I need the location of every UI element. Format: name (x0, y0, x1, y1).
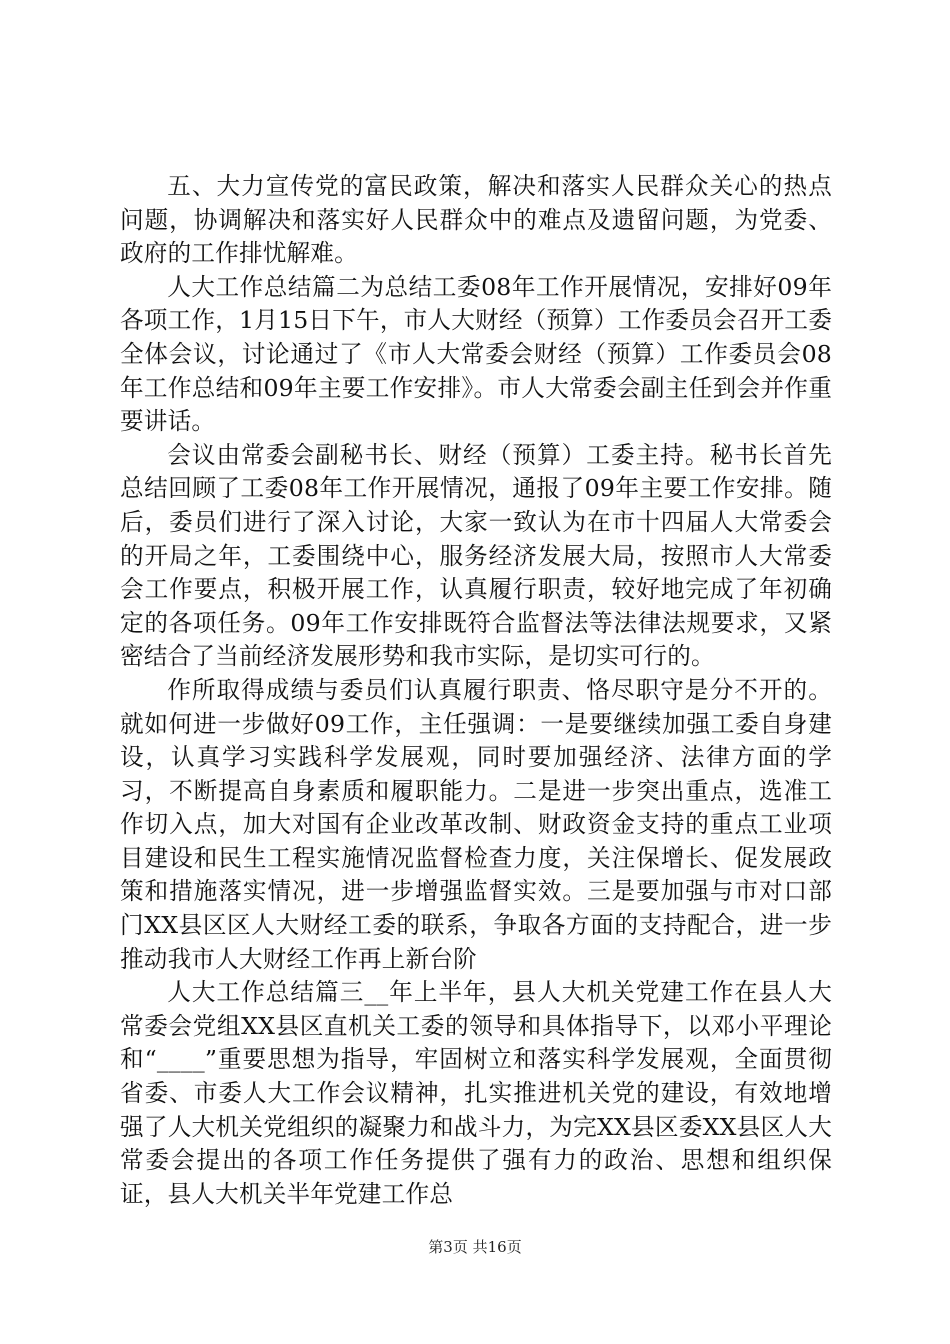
paragraph: 五、大力宣传党的富民政策，解决和落实人民群众关心的热点问题，协调解决和落实好人民群众中的难点及遗留问题，为党委、政府的工作排忧解难。 (120, 172, 832, 268)
paragraph: 人大工作总结篇三__年上半年，县人大机关党建工作在县人大常委会党组XX县区直机关工委的领导和具体指导下，以邓小平理论和“____”重要思想为指导，牢固树立和落实科学发展观，全面贯彻省委、市委人大工作会议精神，扎实推进机关党的建设，有效地增强了人大机关党组织的凝聚力和战斗力，为完XX县区委XX县区人大常委会提出的各项工作任务提供了强有力的政治、思想和组织保证，县人大机关半年党建工作总 (120, 978, 832, 1208)
paragraph: 会议由常委会副秘书长、财经（预算）工委主持。秘书长首先总结回顾了工委08年工作开展情况，通报了09年主要工作安排。随后，委员们进行了深入讨论，大家一致认为在市十四届人大常委会的开局之年，工委围绕中心，服务经济发展大局，按照市人大常委会工作要点，积极开展工作，认真履行职责，较好地完成了年初确定的各项任务。09年工作安排既符合监督法等法律法规要求，又紧密结合了当前经济发展形势和我市实际，是切实可行的。 (120, 440, 832, 671)
paragraph: 人大工作总结篇二为总结工委08年工作开展情况，安排好09年各项工作，1月15日下午，市人大财经（预算）工作委员会召开工委全体会议，讨论通过了《市人大常委会财经（预算）工作委员会08年工作总结和09年主要工作安排》。市人大常委会副主任到会并作重要讲话。 (120, 272, 832, 436)
body-text (120, 170, 832, 1211)
page-number-footer: 第3页 共16页 (428, 1238, 522, 1256)
paragraph: 作所取得成绩与委员们认真履行职责、恪尽职守是分不开的。就如何进一步做好09工作，主任强调：一是要继续加强工委自身建设，认真学习实践科学发展观，同时要加强经济、法律方面的学习，不断提高自身素质和履职能力。二是进一步突出重点，选准工作切入点，加大对国有企业改革改制、财政资金支持的重点工业项目建设和民生工程实施情况监督检查力度，关注保增长、促发展政策和措施落实情况，进一步增强监督实效。三是要加强与市对口部门XX县区区人大财经工委的联系，争取各方面的支持配合，进一步推动我市人大财经工作再上新台阶 (120, 675, 832, 973)
